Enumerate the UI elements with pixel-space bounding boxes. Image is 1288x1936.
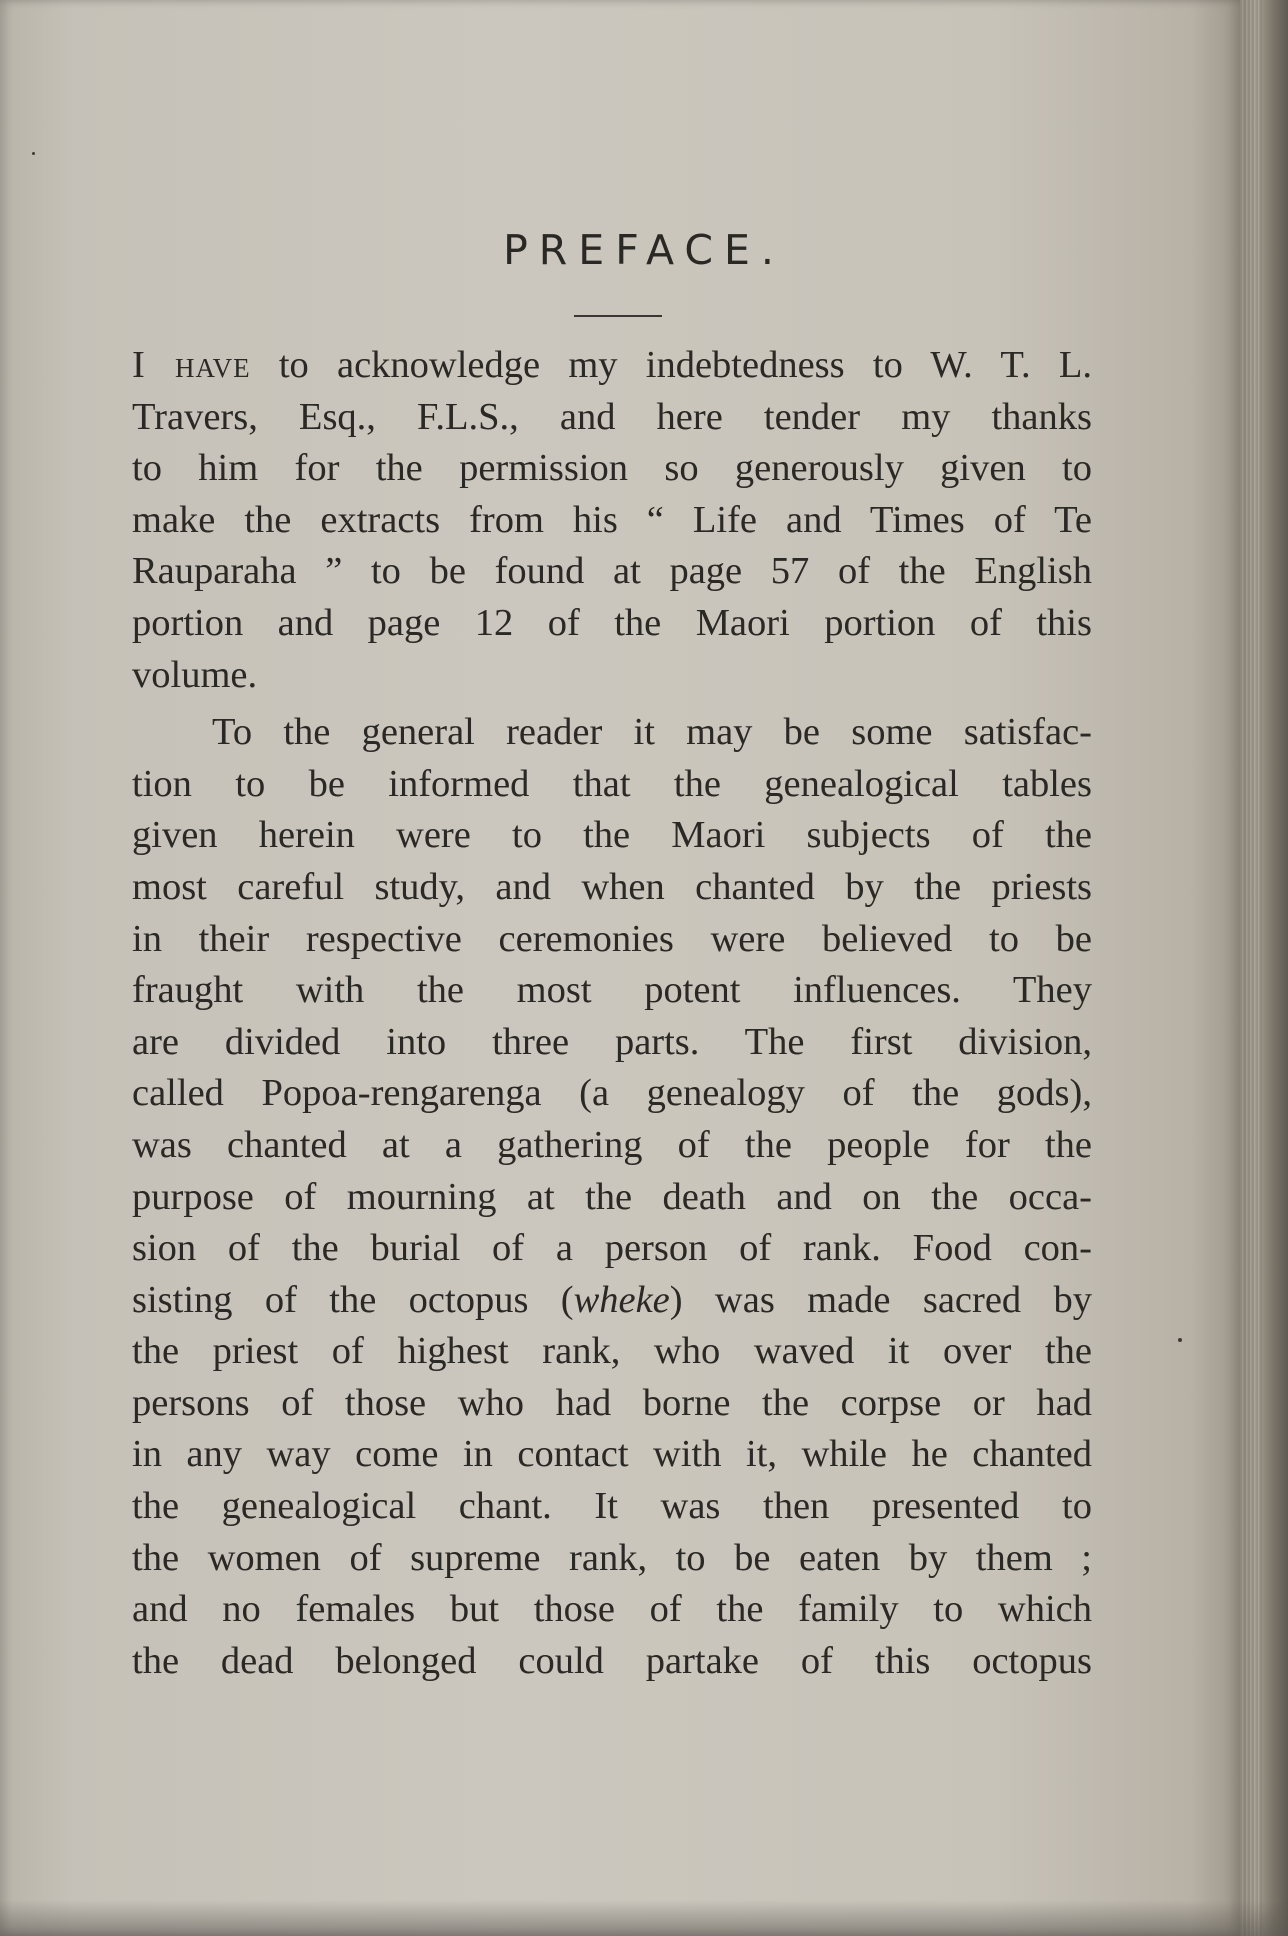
ink-speck xyxy=(1178,1338,1182,1342)
text-line: To the general reader it may be some satisfac- xyxy=(212,711,1092,754)
lead-smallcaps: I have xyxy=(132,344,251,386)
text-line: the women of supreme rank, to be eaten by them ; xyxy=(132,1536,1092,1579)
body-text xyxy=(132,340,1092,1687)
paragraph-2 xyxy=(132,707,1092,1687)
line-part: sisting of the octopus ( xyxy=(132,1278,574,1321)
text-line: the priest of highest rank, who waved it over the xyxy=(132,1330,1092,1373)
text-line: most careful study, and when chanted by the priests xyxy=(132,865,1092,908)
text-line: make the extracts from his “ Life and Times of Te xyxy=(132,498,1092,541)
text-line: persons of those who had borne the corpse or had xyxy=(132,1381,1092,1424)
table-shadow xyxy=(0,1900,1288,1936)
text-line: sion of the burial of a person of rank. Food con- xyxy=(132,1227,1092,1270)
page-title: PREFACE. xyxy=(503,226,785,274)
text-line: portion and page 12 of the Maori portion of this xyxy=(132,601,1092,644)
paragraph-1 xyxy=(132,340,1092,701)
text-line: fraught with the most potent influences. They xyxy=(132,969,1092,1012)
text-line: was chanted at a gathering of the people for the xyxy=(132,1123,1092,1166)
italic-term: wheke xyxy=(573,1278,670,1321)
text-line: in any way come in contact with it, while he chanted xyxy=(132,1433,1092,1476)
text-line: and no females but those of the family to which xyxy=(132,1588,1092,1631)
text-line: the genealogical chant. It was then presented to xyxy=(132,1485,1092,1528)
page-edge-texture xyxy=(1242,0,1262,1936)
text-line: purpose of mourning at the death and on the occa- xyxy=(132,1175,1092,1218)
text-line xyxy=(132,1275,1092,1327)
text-line: given herein were to the Maori subjects of the xyxy=(132,814,1092,857)
text-line: to him for the permission so generously given to xyxy=(132,447,1092,490)
text-line: tion to be informed that the genealogical tables xyxy=(132,762,1092,805)
text-line: in their respective ceremonies were believed to be xyxy=(132,917,1092,960)
text-line: called Popoa-rengarenga (a genealogy of the gods), xyxy=(132,1072,1092,1115)
ink-speck xyxy=(32,152,35,155)
text-line: the dead belonged could partake of this octopus xyxy=(132,1639,1092,1682)
line-rest: to acknowledge my indebtedness to W. T. L. xyxy=(250,344,1092,386)
text-line xyxy=(132,340,1092,392)
text-line: Rauparaha ” to be found at page 57 of the English xyxy=(132,550,1092,593)
text-line: volume. xyxy=(132,653,258,696)
text-line: Travers, Esq., F.L.S., and here tender my thanks xyxy=(132,395,1092,438)
title-rule xyxy=(574,315,662,317)
line-part: ) was made sacred by xyxy=(669,1278,1092,1321)
text-line: are divided into three parts. The first division, xyxy=(132,1020,1092,1063)
